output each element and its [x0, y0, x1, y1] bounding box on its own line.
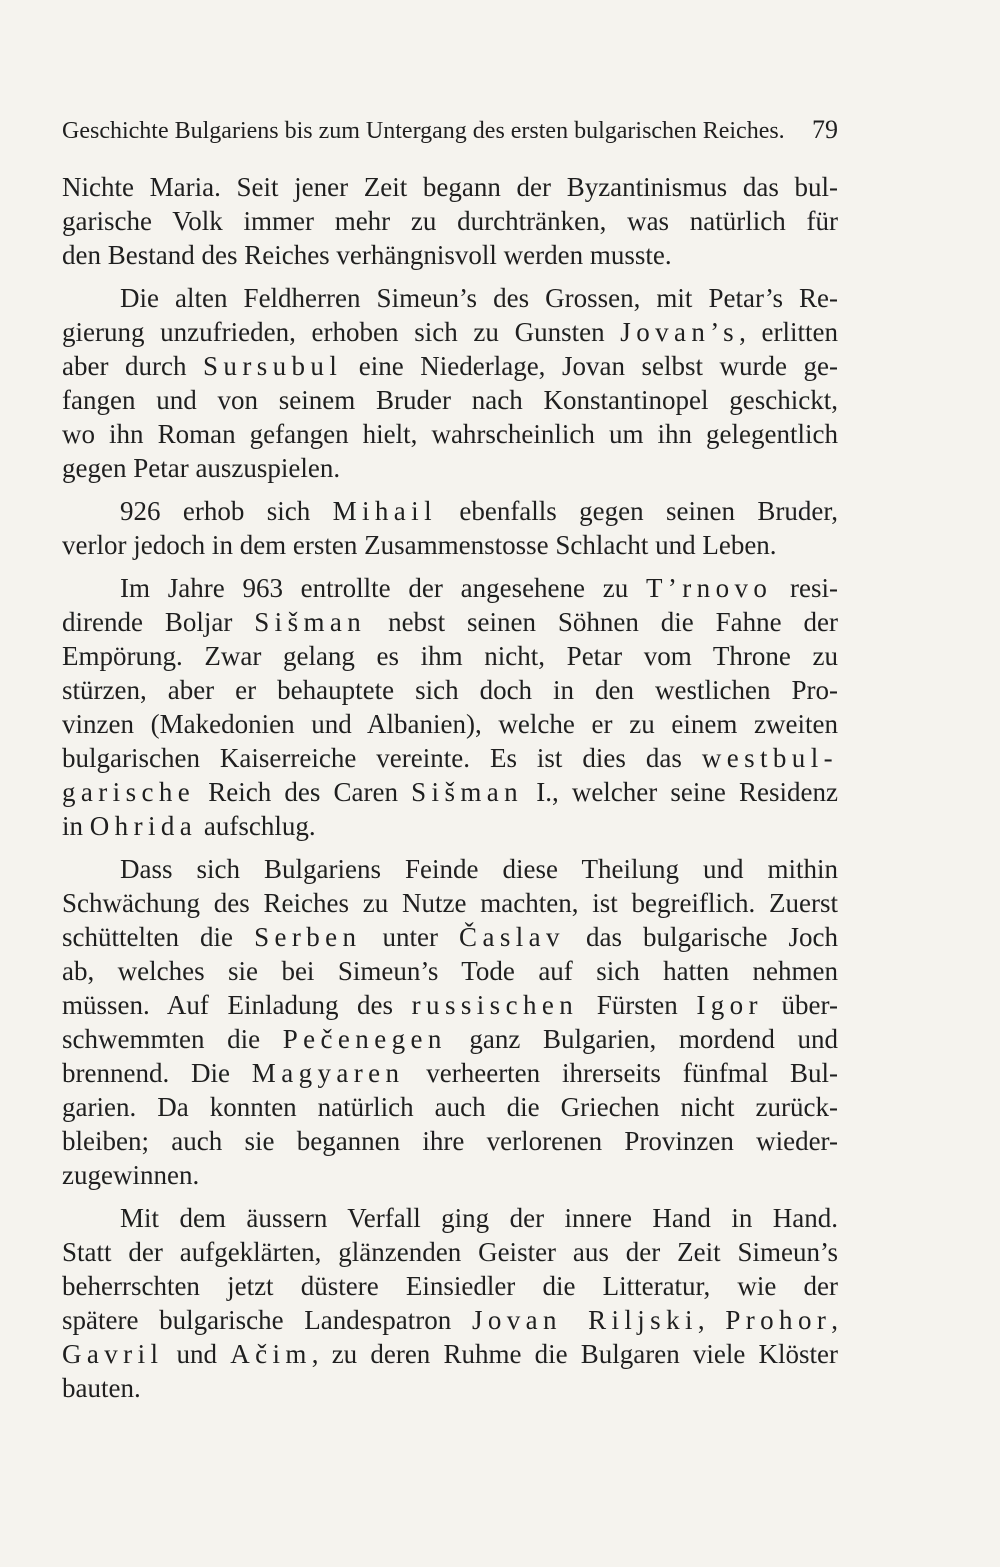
- letterspaced-text: Pečenegen: [282, 1024, 447, 1054]
- text-run: das bulgarische Joch: [564, 922, 839, 952]
- text-run: Empörung. Zwar gelang es ihm nicht, Petar vom Throne zu: [62, 641, 838, 671]
- letterspaced-text: Serben: [254, 922, 362, 952]
- text-run: dirende Boljar: [62, 607, 255, 637]
- letterspaced-text: Časlav: [459, 922, 565, 952]
- paragraph: [62, 571, 838, 843]
- text-line: [62, 1022, 838, 1056]
- letterspaced-text: Magyaren: [251, 1058, 405, 1088]
- text-run: stürzen, aber er behauptete sich doch in den westlichen Pro-: [62, 675, 838, 705]
- text-run: brennend. Die: [62, 1058, 252, 1088]
- text-run: und: [163, 1339, 231, 1369]
- letterspaced-text: T’rnovo: [646, 573, 773, 603]
- paragraph: [62, 170, 838, 272]
- text-run: gierung unzufrieden, erhoben sich zu Gunsten: [62, 317, 621, 347]
- running-header: [62, 115, 838, 145]
- text-line: [62, 383, 838, 417]
- text-run: gegen Petar auszuspielen.: [62, 453, 341, 483]
- text-line: [62, 886, 838, 920]
- text-run: in: [62, 811, 90, 841]
- text-run: Reich des Caren: [195, 777, 412, 807]
- letterspaced-text: russischen: [411, 990, 579, 1020]
- text-line: [62, 775, 838, 809]
- text-run: garien. Da konnten natürlich auch die Griechen nicht zurück-: [62, 1092, 838, 1122]
- text-line: [62, 707, 838, 741]
- text-run: ,: [831, 1305, 838, 1335]
- text-line: [62, 528, 838, 562]
- text-line: [62, 1337, 838, 1371]
- text-run: über-: [762, 990, 838, 1020]
- text-run: eine Niederlage, Jovan selbst wurde ge-: [342, 351, 838, 381]
- text-run: aber durch: [62, 351, 203, 381]
- text-run: bauten.: [62, 1373, 141, 1403]
- text-run: I., welcher seine Residenz: [523, 777, 838, 807]
- text-run: nebst seinen Söhnen die Fahne der: [366, 607, 838, 637]
- text-run: Im Jahre 963 entrollte der angesehene zu: [120, 573, 646, 603]
- text-line: [62, 605, 838, 639]
- text-run: wo ihn Roman gefangen hielt, wahrscheinlich um ihn gelegentlich: [62, 419, 838, 449]
- letterspaced-text: Jovan’s: [620, 317, 740, 347]
- text-line: [62, 417, 838, 451]
- text-run: schüttelten die: [62, 922, 255, 952]
- body-text: [62, 170, 838, 1414]
- text-run: fangen und von seinem Bruder nach Konstantinopel geschickt,: [62, 385, 838, 415]
- letterspaced-text: garische: [62, 777, 196, 807]
- page-number: 79: [812, 115, 838, 144]
- text-line: [62, 571, 838, 605]
- letterspaced-text: Sišman: [254, 607, 367, 637]
- text-run: schwemmten die: [62, 1024, 283, 1054]
- paragraph: [62, 281, 838, 485]
- letterspaced-text: Prohor: [725, 1305, 832, 1335]
- text-line: [62, 920, 838, 954]
- text-run: Die alten Feldherren Simeun’s des Grossen, mit Petar’s Re-: [120, 283, 838, 313]
- text-line: [62, 170, 838, 204]
- text-run: ebenfalls gegen seinen Bruder,: [436, 496, 838, 526]
- letterspaced-text: Gavril: [62, 1339, 164, 1369]
- text-line: [62, 673, 838, 707]
- paragraph: [62, 494, 838, 562]
- text-run: unter: [361, 922, 460, 952]
- letterspaced-text: Ačim: [230, 1339, 312, 1369]
- text-line: [62, 1056, 838, 1090]
- text-run: verlor jedoch in dem ersten Zusammenstosse Schlacht und Leben.: [62, 530, 777, 560]
- text-run: , zu deren Ruhme die Bulgaren viele Klöster: [311, 1339, 838, 1369]
- text-line: [62, 315, 838, 349]
- text-run: Statt der aufgeklärten, glänzenden Geister aus der Zeit Simeun’s: [62, 1237, 838, 1267]
- text-line: [62, 1124, 838, 1158]
- text-run: verheerten ihrerseits fünfmal Bul-: [404, 1058, 838, 1088]
- text-run: müssen. Auf Einladung des: [62, 990, 412, 1020]
- text-line: [62, 988, 838, 1022]
- text-line: [62, 1158, 838, 1192]
- text-run: Mit dem äussern Verfall ging der innere Hand in Hand.: [120, 1203, 838, 1233]
- text-line: [62, 451, 838, 485]
- letterspaced-text: Mihail: [332, 496, 437, 526]
- text-line: [62, 494, 838, 528]
- paragraph: [62, 1201, 838, 1405]
- text-line: [62, 281, 838, 315]
- letterspaced-text: Igor: [696, 990, 763, 1020]
- text-run: Dass sich Bulgariens Feinde diese Theilung und mithin: [120, 854, 838, 884]
- text-line: [62, 852, 838, 886]
- text-line: [62, 204, 838, 238]
- text-run: , erlitten: [739, 317, 839, 347]
- text-line: [62, 1090, 838, 1124]
- text-run: bulgarischen Kaiserreiche vereinte. Es ist dies das: [62, 743, 702, 773]
- text-run: resi-: [772, 573, 838, 603]
- running-title: Geschichte Bulgariens bis zum Untergang des ersten bulgarischen Reiches.: [62, 118, 785, 144]
- text-line: [62, 809, 838, 843]
- text-line: [62, 1371, 838, 1405]
- text-line: [62, 238, 838, 272]
- text-run: beherrschten jetzt düstere Einsiedler die Litteratur, wie der: [62, 1271, 838, 1301]
- text-run: vinzen (Makedonien und Albanien), welche er zu einem zweiten: [62, 709, 838, 739]
- text-run: Fürsten: [578, 990, 697, 1020]
- letterspaced-text: Sursubul: [203, 351, 343, 381]
- text-line: [62, 1235, 838, 1269]
- text-run: Schwächung des Reiches zu Nutze machten, ist begreiflich. Zuerst: [62, 888, 838, 918]
- text-line: [62, 1201, 838, 1235]
- letterspaced-text: Sišman: [411, 777, 524, 807]
- text-run: 926 erhob sich: [120, 496, 333, 526]
- letterspaced-text: westbul-: [701, 743, 838, 773]
- letterspaced-text: Jovan Riljski: [471, 1305, 698, 1335]
- text-run: den Bestand des Reiches verhängnisvoll werden musste.: [62, 240, 672, 270]
- text-run: ganz Bulgarien, mordend und: [446, 1024, 838, 1054]
- text-run: garische Volk immer mehr zu durchtränken, was natürlich für: [62, 206, 838, 236]
- text-run: bleiben; auch sie begannen ihre verlorenen Provinzen wieder-: [62, 1126, 838, 1156]
- text-run: spätere bulgarische Landespatron: [62, 1305, 472, 1335]
- text-run: ab, welches sie bei Simeun’s Tode auf sich hatten nehmen: [62, 956, 838, 986]
- text-run: ,: [697, 1305, 726, 1335]
- text-line: [62, 1303, 838, 1337]
- text-line: [62, 349, 838, 383]
- text-run: Nichte Maria. Seit jener Zeit begann der Byzantinismus das bul-: [62, 172, 838, 202]
- paragraph: [62, 852, 838, 1192]
- text-line: [62, 741, 838, 775]
- text-run: aufschlug.: [197, 811, 316, 841]
- text-run: zugewinnen.: [62, 1160, 200, 1190]
- letterspaced-text: Ohrida: [89, 811, 198, 841]
- text-line: [62, 1269, 838, 1303]
- text-line: [62, 639, 838, 673]
- text-line: [62, 954, 838, 988]
